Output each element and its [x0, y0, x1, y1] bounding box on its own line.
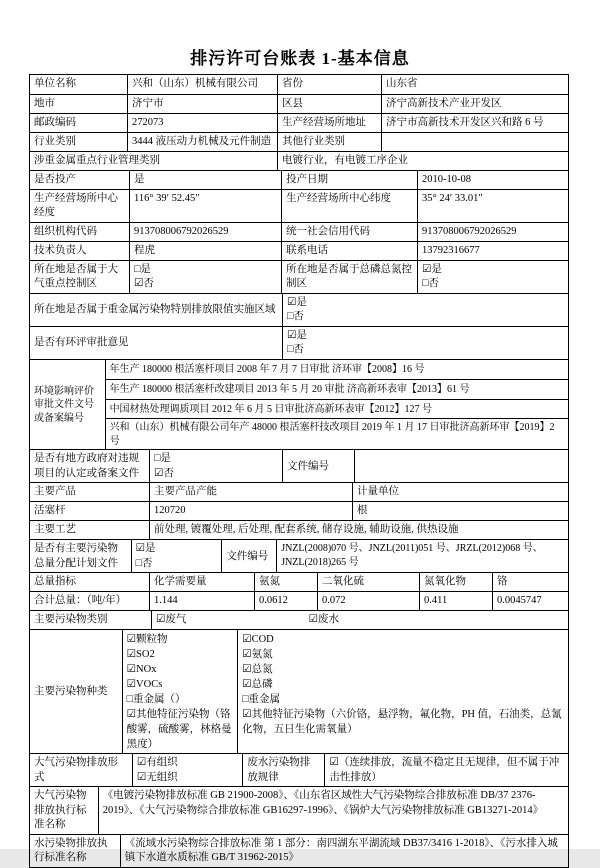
table-row — [30, 359, 568, 450]
cr-value: 0.0045747 — [497, 595, 542, 607]
eia-docno-label: 环境影响评价审批文件文号或备案编号 — [30, 360, 106, 450]
eia-docno-list — [106, 360, 568, 450]
checkbox-unorganized: ☑无组织 — [136, 771, 178, 783]
table-row — [30, 241, 568, 260]
checkbox-no: ☑否 — [134, 278, 154, 290]
table-row — [30, 629, 568, 753]
table-row — [30, 75, 568, 94]
cod-header: 化学需要量 — [150, 573, 255, 591]
heavy-metal-category-value: 电镀行业，有电镀工序企业 — [282, 155, 408, 166]
violation-docno-value — [355, 450, 568, 482]
city-label: 地市 — [30, 95, 128, 113]
industry-label: 行业类别 — [30, 133, 128, 151]
industry-value: 3444 液压动力机械及元件制造 — [128, 133, 278, 151]
checkbox-waste-gas: ☑废气 — [156, 614, 187, 626]
nox-value: 0.411 — [420, 592, 493, 610]
checkbox-other-gas-pollutants: ☑其他特征污染物（铬酸雾，硫酸雾，林格曼黑度） — [126, 709, 232, 751]
quota-docno-label: 文件编号 — [222, 540, 277, 572]
product-col-header: 主要产品 — [30, 483, 150, 501]
address-value: 济宁市高新技术开发区兴和路 6 号 — [386, 117, 544, 128]
cod-value: 1.144 — [150, 592, 255, 610]
checkbox-no: ☑否 — [154, 467, 174, 479]
nh3n-value: 0.0612 — [255, 592, 318, 610]
checkbox-nox: ☑NOx — [126, 664, 157, 676]
unit-col-header: 计量单位 — [357, 486, 399, 498]
org-code-value: 913708006792026529 — [130, 223, 282, 241]
cr-header: 铬 — [497, 576, 508, 588]
quota-docno-value: JNZL(2008)070 号、JNZL(2011)051 号、JRZL(2012)068 号、JNZL(2018)265 号 — [281, 543, 543, 569]
violation-docno-label: 文件编号 — [283, 450, 355, 482]
total-index-label: 总量指标 — [30, 573, 150, 591]
province-label: 省份 — [278, 75, 382, 94]
special-limit-zone-checkboxes — [283, 294, 568, 326]
pollutant-species-label: 主要污染物种类 — [30, 630, 123, 753]
phone-label: 联系电话 — [282, 242, 418, 260]
checkbox-cod: ☑COD — [242, 634, 274, 646]
longitude-label: 生产经营场所中心经度 — [30, 190, 130, 222]
table-row — [30, 113, 568, 132]
water-standard-label: 水污染物排放执行标准名称 — [30, 835, 121, 867]
unit-name-value: 兴和（山东）机械有限公司 — [128, 75, 278, 94]
gas-pollutant-list — [123, 630, 239, 753]
page-title: 排污许可台账表 1-基本信息 — [190, 49, 410, 68]
in-production-label: 是否投产 — [30, 171, 130, 189]
water-pollutant-list — [238, 630, 568, 753]
pollutant-category-label: 主要污染物类别 — [30, 611, 152, 629]
district-value: 济宁高新技术产业开发区 — [386, 98, 502, 109]
checkbox-particulate: ☑颗粒物 — [126, 634, 168, 646]
table-row — [30, 132, 568, 151]
org-code-label: 组织机构代码 — [30, 223, 130, 241]
postcode-label: 邮政编码 — [30, 114, 128, 132]
air-standard-label: 大气污染物排放执行标准名称 — [30, 787, 99, 833]
table-row — [30, 539, 568, 572]
city-value: 济宁市 — [128, 95, 278, 113]
water-emission-rule-label: 废水污染物排放规律 — [243, 754, 325, 786]
total-amount-label: 合计总量：（吨/年） — [30, 592, 150, 610]
table-row — [30, 151, 568, 170]
violation-record-label: 是否有地方政府对违规项目的认定或备案文件 — [30, 450, 150, 482]
unit-name-label: 单位名称 — [30, 75, 128, 94]
air-control-zone-label: 所在地是否属于大气重点控制区 — [30, 261, 130, 293]
table-row — [30, 260, 568, 293]
air-emission-form-checkboxes — [133, 754, 243, 786]
latitude-value: 35° 24′ 33.01″ — [422, 193, 483, 204]
table-row — [30, 610, 568, 629]
other-industry-label: 其他行业类别 — [278, 133, 382, 151]
table-row — [30, 786, 568, 833]
table-row — [30, 834, 568, 867]
checkbox-organized: ☑有组织 — [136, 757, 178, 769]
product-capacity: 120720 — [150, 502, 353, 520]
table-row — [30, 170, 568, 189]
eia-opinion-label: 是否有环评审批意见 — [30, 327, 283, 359]
checkbox-total-p: ☑总磷 — [242, 679, 273, 691]
checkbox-no: □否 — [135, 557, 153, 569]
air-emission-form-label: 大气污染物排放形式 — [30, 754, 133, 786]
checkbox-waste-water: ☑废水 — [308, 614, 340, 626]
province-value: 山东省 — [386, 78, 418, 89]
checkbox-no: □否 — [287, 311, 304, 323]
table-row — [30, 482, 568, 501]
table-row — [30, 326, 568, 359]
credit-code-value: 913708006792026529 — [422, 225, 517, 237]
eia-doc-item: 中国材热处理调质项目 2012 年 6 月 5 日审批济高新环表审【2012】127 号 — [106, 399, 568, 419]
table-row — [30, 222, 568, 241]
table-row — [30, 572, 568, 591]
checkbox-vocs: ☑VOCs — [126, 679, 163, 691]
violation-record-checkboxes — [150, 450, 283, 482]
checkbox-yes: □是 — [154, 453, 171, 465]
latitude-label: 生产经营场所中心纬度 — [282, 190, 418, 222]
water-standard-value: 《流域水污染物综合排放标准 第 1 部分：南四湖东平湖流域 DB37/3416 1-2018》、《污水排入城镇下水道水质标准 GB/T 31962-2015》 — [124, 837, 558, 864]
product-name: 活塞杆 — [30, 502, 150, 520]
water-emission-rule-value: ☑（连续排放，流量不稳定且无规律，但不属于冲击性排放） — [329, 757, 560, 783]
air-standard-value: 《电镀污染物排放标准 GB 21900-2008》、《山东省区域性大气污染物综合排放标准 DB/37 2376-2019》、《大气污染物综合排放标准 GB16297-1996》、《锅炉大气污染物排放标准 GB13271-2014》 — [102, 790, 544, 816]
eia-doc-item: 年生产 180000 根活塞杆项目 2008 年 7 月 7 日审批 济环审【2008】16 号 — [109, 364, 425, 376]
checkbox-no: □否 — [422, 278, 439, 290]
product-unit: 根 — [357, 505, 368, 517]
heavy-metal-category-label: 涉重金属重点行业管理类别 — [30, 152, 278, 170]
address-label: 生产经营场所地址 — [278, 114, 382, 132]
so2-value: 0.072 — [318, 592, 420, 610]
table-row — [30, 753, 568, 786]
longitude-value: 116° 39′ 52.45″ — [130, 190, 282, 222]
pollutant-category-values — [152, 611, 568, 629]
basic-info-table — [29, 74, 569, 868]
production-date-value: 2010-10-08 — [422, 174, 471, 185]
np-control-zone-checkboxes — [418, 261, 568, 293]
capacity-col-header: 主要产品产能 — [150, 483, 353, 501]
eia-opinion-checkboxes — [283, 327, 568, 359]
table-row — [30, 293, 568, 326]
checkbox-yes: ☑是 — [287, 296, 307, 308]
checkbox-heavy-metal-gas: □重金属（） — [126, 694, 186, 706]
process-value: 前处理, 镀覆处理, 后处理, 配套系统, 储存设施, 辅助设施, 供热设施 — [154, 524, 459, 536]
process-label: 主要工艺 — [30, 521, 150, 539]
checkbox-yes: ☑是 — [287, 329, 307, 341]
production-date-label: 投产日期 — [282, 171, 418, 189]
checkbox-yes: ☑是 — [422, 263, 442, 275]
checkbox-nh3n: ☑氨氮 — [242, 649, 273, 661]
nox-header: 氮氧化物 — [420, 573, 493, 591]
so2-header: 二氧化硫 — [318, 573, 420, 591]
checkbox-yes: ☑是 — [135, 543, 156, 555]
table-row — [30, 94, 568, 113]
credit-code-label: 统一社会信用代码 — [282, 223, 418, 241]
table-row — [30, 189, 568, 222]
eia-doc-item: 兴和（山东）机械有限公司年产 48000 根活塞杆技改项目 2019 年 1 月 17 日审批济高新环审【2019】2 号 — [106, 418, 568, 449]
np-control-zone-label: 所在地是否属于总磷总氮控制区 — [282, 261, 418, 293]
in-production-value: 是 — [130, 171, 282, 189]
eia-doc-item: 年生产 180000 根活塞杆改建项目 2013 年 5 月 20 审批 济高新环表审【2013】61 号 — [106, 379, 568, 399]
checkbox-heavy-metal-water: □重金属 — [242, 694, 280, 706]
checkbox-so2: ☑SO2 — [126, 649, 155, 661]
quota-plan-checkboxes — [132, 540, 223, 572]
other-industry-value — [382, 133, 568, 151]
checkbox-other-water-pollutants: ☑其他特征污染物（六价铬，悬浮物，氟化物，PH 值，石油类，总氰化物，五日生化需氧量） — [242, 709, 562, 736]
postcode-value: 272073 — [128, 114, 278, 132]
district-label: 区县 — [278, 95, 382, 113]
table-row — [30, 449, 568, 482]
table-row — [30, 520, 568, 539]
tech-manager-value: 程虎 — [130, 242, 282, 260]
table-row — [30, 501, 568, 520]
checkbox-no: □否 — [287, 344, 304, 356]
tech-manager-label: 技术负责人 — [30, 242, 130, 260]
phone-value: 13792316677 — [422, 244, 480, 256]
quota-plan-label: 是否有主要污染物总量分配计划文件 — [30, 540, 132, 572]
nh3n-header: 氨氮 — [255, 573, 318, 591]
air-control-zone-checkboxes — [130, 261, 282, 293]
special-limit-zone-label: 所在地是否属于重金属污染物特别排放限值实施区域 — [30, 294, 283, 326]
checkbox-total-n: ☑总氮 — [242, 664, 273, 676]
table-row — [30, 591, 568, 610]
checkbox-yes: □是 — [134, 263, 151, 275]
